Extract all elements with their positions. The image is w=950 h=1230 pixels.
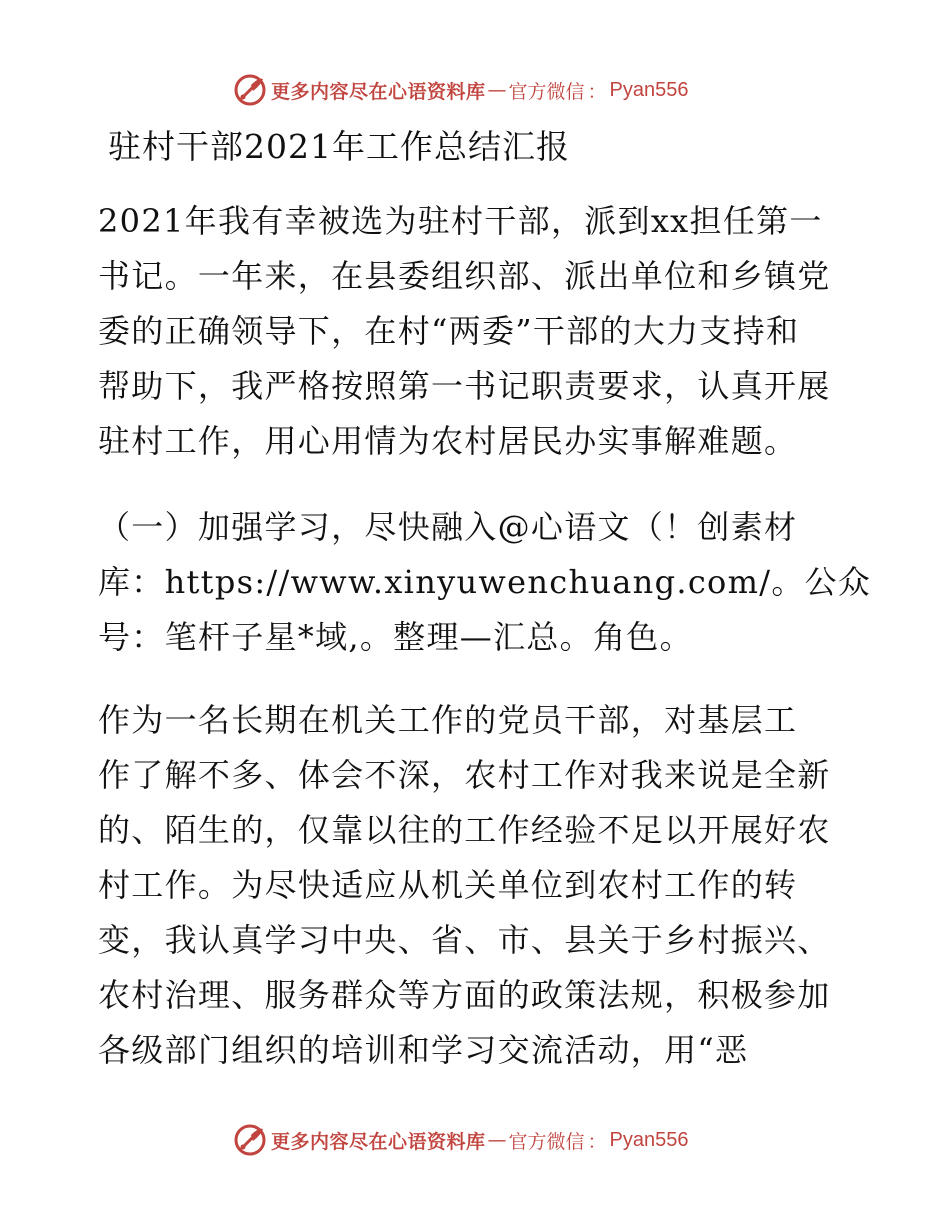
paragraph-line: 作了解不多、体会不深，农村工作对我来说是全新 (98, 756, 831, 794)
paragraph-line: 帮助下，我严格按照第一书记职责要求，认真开展 (98, 367, 831, 405)
banner-site-text: 更多内容尽在心语资料库 (271, 1130, 486, 1153)
paragraph-line: 作为一名长期在机关工作的党员干部，对基层工 (98, 701, 798, 739)
paragraph-line: 库：https://www.xinyuwenchuang.com/。公众 (98, 563, 872, 601)
paragraph-line: 变，我认真学习中央、省、市、县关于乡村振兴、 (98, 921, 831, 959)
header-watermark-banner (233, 72, 689, 108)
paragraph-line: 的、陌生的，仅靠以往的工作经验不足以开展好农 (98, 811, 831, 849)
banner-wechat-label: 官方微信 (508, 1130, 585, 1153)
footer-watermark-banner (233, 1122, 689, 1158)
paragraph-body (98, 693, 850, 1078)
banner-dash: — (487, 1129, 507, 1151)
section-heading (98, 500, 872, 665)
paragraph-line: 书记。一年来，在县委组织部、派出单位和乡镇党 (98, 257, 831, 295)
paragraph-line: 驻村工作，用心用情为农村居民办实事解难题。 (98, 422, 798, 460)
paragraph-line: （一）加强学习，尽快融入@心语文（！创素材 (98, 508, 798, 546)
banner-site-text: 更多内容尽在心语资料库 (271, 80, 486, 103)
banner-dash: — (487, 79, 507, 101)
paragraph-line: 委的正确领导下，在村“两委”干部的大力支持和 (98, 312, 800, 350)
document-title: 驻村干部2021年工作总结汇报 (108, 127, 570, 166)
paragraph-line: 2021年我有幸被选为驻村干部，派到xx担任第一 (98, 202, 823, 240)
paragraph-line: 号：笔杆子星*域,。整理—汇总。角色。 (98, 618, 693, 656)
paragraph-intro (98, 194, 850, 469)
banner-separator: ： (587, 1130, 607, 1153)
paragraph-line: 农村治理、服务群众等方面的政策法规，积极参加 (98, 976, 831, 1014)
quill-logo-icon (233, 73, 267, 107)
quill-logo-icon (233, 1123, 267, 1157)
banner-account: Pyan556 (609, 78, 689, 101)
banner-wechat-label: 官方微信 (508, 80, 585, 103)
paragraph-line: 村工作。为尽快适应从机关单位到农村工作的转 (98, 866, 798, 904)
banner-account: Pyan556 (609, 1128, 689, 1151)
banner-separator: ： (587, 80, 607, 103)
paragraph-line: 各级部门组织的培训和学习交流活动，用“恶 (98, 1031, 749, 1069)
